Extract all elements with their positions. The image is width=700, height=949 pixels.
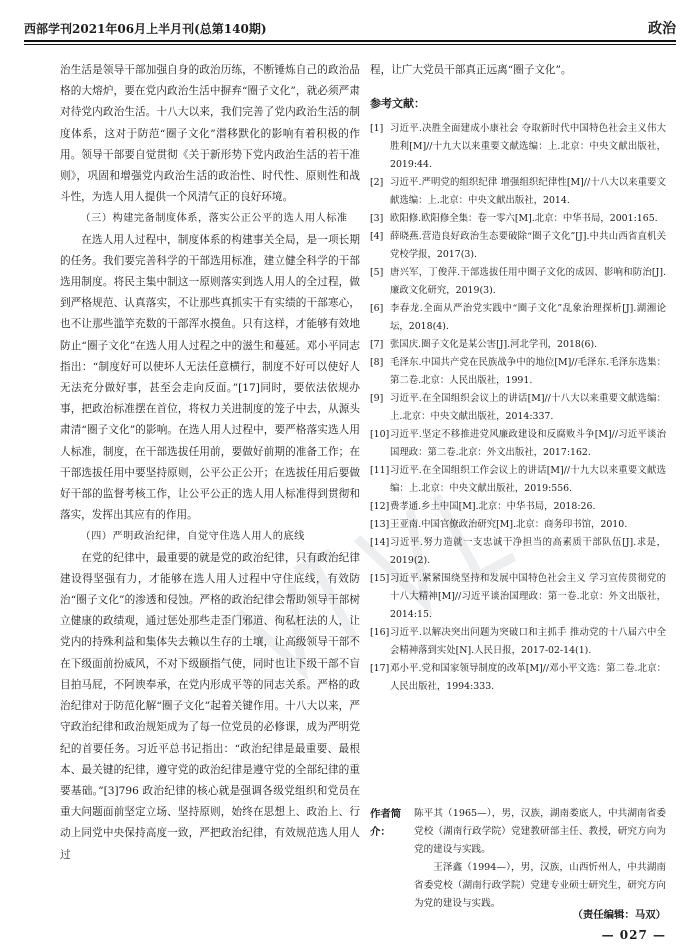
bio-author-1: 陈平其（1965—），男，汉族，湖南娄底人，中共湖南省委党校（湖南行政学院）党建教研部主任、教授，研究方向为党的建设与实践。: [414, 808, 666, 855]
section-label: 政治: [648, 21, 676, 37]
reference-list: [370, 120, 666, 696]
reference-item: [4] 薛晓燕.营造良好政治生态要破除“圈子文化”[J].中共山西省直机关党校学报，2017(3).: [370, 231, 666, 261]
reference-item: [14] 习近平.努力造就一支忠诚干净担当的高素质干部队伍[J].求是，2019(2).: [370, 537, 666, 567]
subheading-institution: （三）构建完备制度体系，落实公正公平的选人用人标准: [80, 213, 348, 225]
header-rule-thin: [24, 44, 676, 45]
reference-item: [9] 习近平.在全国组织会议上的讲话[M]//十八大以来重要文献选编：上.北京：中央文献出版社，2014:337.: [370, 393, 666, 423]
author-bio: [370, 805, 666, 913]
paragraph-intro: 治生活是领导干部加强自身的政治历练，不断锤炼自己的政治品格的大熔炉，要在党内政治生活中摒弃“圈子文化”，就必须严肃对待党内政治生活。十八大以来，我们完善了党内政治生活的制度体系，这对于防范“圈子文化”潜移默化的影响有着积极的作用。领导干部要自觉贯彻《关于新形势下党内政治生活的若干准则》，巩固和增强党内政治生活的政治性、时代性、原则性和战斗性，为选人用人提供一个风清气正的良好环境。: [60, 64, 360, 204]
left-column: [60, 60, 360, 866]
reference-item: [3] 欧阳修.欧阳修全集：卷一零六[M].北京：中华书局，2001:165.: [370, 213, 658, 225]
reference-item: [2] 习近平.严明党的组织纪律 增强组织纪律性[M]//十八大以来重要文献选编：上.北京：中央文献出版社，2014.: [370, 177, 666, 207]
reference-item: [1] 习近平.决胜全面建成小康社会 夺取新时代中国特色社会主义伟大胜利[M]//十九大以来重要文献选编：上.北京：中央文献出版社，2019:44.: [370, 123, 666, 171]
reference-item: [11] 习近平.在全国组织工作会议上的讲话[M]//十九大以来重要文献选编：上.北京：中央文献出版社，2019:556.: [370, 465, 666, 495]
reference-item: [15] 习近平.紧紧围绕坚持和发展中国特色社会主义 学习宣传贯彻党的十八大精神[M]//习近平谈治国理政：第一卷.北京：外文出版社，2014:15.: [370, 573, 666, 621]
paragraph-discipline: 在党的纪律中，最重要的就是党的政治纪律，只有政治纪律建设得坚强有力，才能够在选人用人过程中守住底线，有效防治“圈子文化”的渗透和侵蚀。严格的政治纪律会帮助领导干部树立健康的政绩观，通过惩处那些走歪门邪道、徇私枉法的人，让党内的持殊利益和集体失去赖以生存的土壤，让高级领导干部不在下级面前扮威风，不对下级颐指气使，同时也让下级干部不盲目拍马屁，不阿谀奉承，在党内形成平等的同志关系。严格的政治纪律对于防范化解“圈子文化”起着关键作用。十八大以来，严守政治纪律和政治规矩成为了每一位党员的必修课，成为严明党纪的首要任务。习近平总书记指出：“政治纪律是最重要、最根本、最关键的纪律，遵守党的政治纪律是遵守党的全部纪律的重要基础。”[3]796 政治纪律的核心就是强调各级党组织和党员在重大问题面前坚定立场、坚持原则，始终在思想上、政治上、行动上同党中央保持高度一致，严把政治纪律，有效规范选人用人过: [60, 551, 360, 861]
references-title: 参考文献：: [370, 97, 425, 111]
reference-item: [5] 唐兴军，丁俊萍.干部选拔任用中圈子文化的成因、影响和防治[J].廉政文化研究，2019(3).: [370, 267, 666, 297]
reference-item: [16] 习近平.以解决突出问题为突破口和主抓手 推动党的十八届六中全会精神落到实处[N].人民日报，2017-02-14(1).: [370, 627, 666, 657]
reference-item: [7] 张国庆.圈子文化是某公害[J].河北学刊，2018(6).: [370, 339, 598, 351]
reference-item: [10] 习近平.坚定不移推进党风廉政建设和反腐败斗争[M]//习近平谈治国理政：第二卷.北京：外文出版社，2017:162.: [370, 429, 666, 459]
reference-item: [13] 王亚南.中国官僚政治研究[M].北京：商务印书馆，2010.: [370, 519, 628, 531]
bio-label: 作者简介：: [370, 808, 402, 838]
right-column: [370, 60, 666, 696]
header-rule: [24, 40, 676, 42]
paragraph-institution: 在选人用人过程中，制度体系的构建事关全局，是一项长期的任务。我们要完善科学的干部选用标准，建立健全科学的干部选用制度。将民主集中制这一原则落实到选人用人的全过程，做到严格规范、认真落实，不让那些真抓实干有实绩的干部寒心，也不让那些滥竽充数的干部浑水摸鱼。只有这样，才能够有效地防止“圈子文化”在选人用人过程之中的滋生和蔓延。邓小平同志指出：“制度好可以使坏人无法任意横行，制度不好可以使好人无法充分做好事，甚至会走向反面。”[17]同时，要依法依规办事，把政治标准摆在首位，将权力关进制度的笼子中去，从源头肃清“圈子文化”的影响。在选人用人过程中，要严格落实选人用人标准，制度，在干部选拔任用前，要做好前期的准备工作；在干部选拔任用中要坚持原则，公平公正公开；在选拔任用后要做好干部的监督考核工作，让公平公正的选人用人标准得到贯彻和落实，发挥出其应有的作用。: [60, 233, 360, 522]
paragraph-continuation: 程，让广大党员干部真正远离“圈子文化”。: [370, 64, 572, 76]
reference-item: [8] 毛泽东.中国共产党在民族战争中的地位[M]//毛泽东.毛泽东选集：第二卷.北京：人民出版社，1991.: [370, 357, 666, 387]
responsible-editor: （责任编辑：马双）: [572, 909, 666, 921]
reference-item: [12] 费孝通.乡土中国[M].北京：中华书局，2018:26.: [370, 501, 596, 513]
subheading-discipline: （四）严明政治纪律，自觉守住选人用人的底线: [80, 531, 305, 543]
reference-item: [6] 李春龙.全面从严治党实践中“圈子文化”乱象治理探析[J].湖湘论坛，2018(4).: [370, 303, 666, 333]
bio-text: [414, 805, 666, 913]
reference-item: [17] 邓小平.党和国家领导制度的改革[M]//邓小平文选：第二卷.北京：人民出版社，1994:333.: [370, 663, 666, 693]
bio-author-2: 王泽鑫（1994—），男，汉族，山西忻州人，中共湖南省委党校（湖南行政学院）党建专业硕士研究生，研究方向为党的建设与实践。: [414, 862, 666, 909]
page-number: — 027 —: [601, 928, 666, 942]
journal-header: 西部学刊2021年06月上半月刊(总第140期): [24, 22, 267, 36]
